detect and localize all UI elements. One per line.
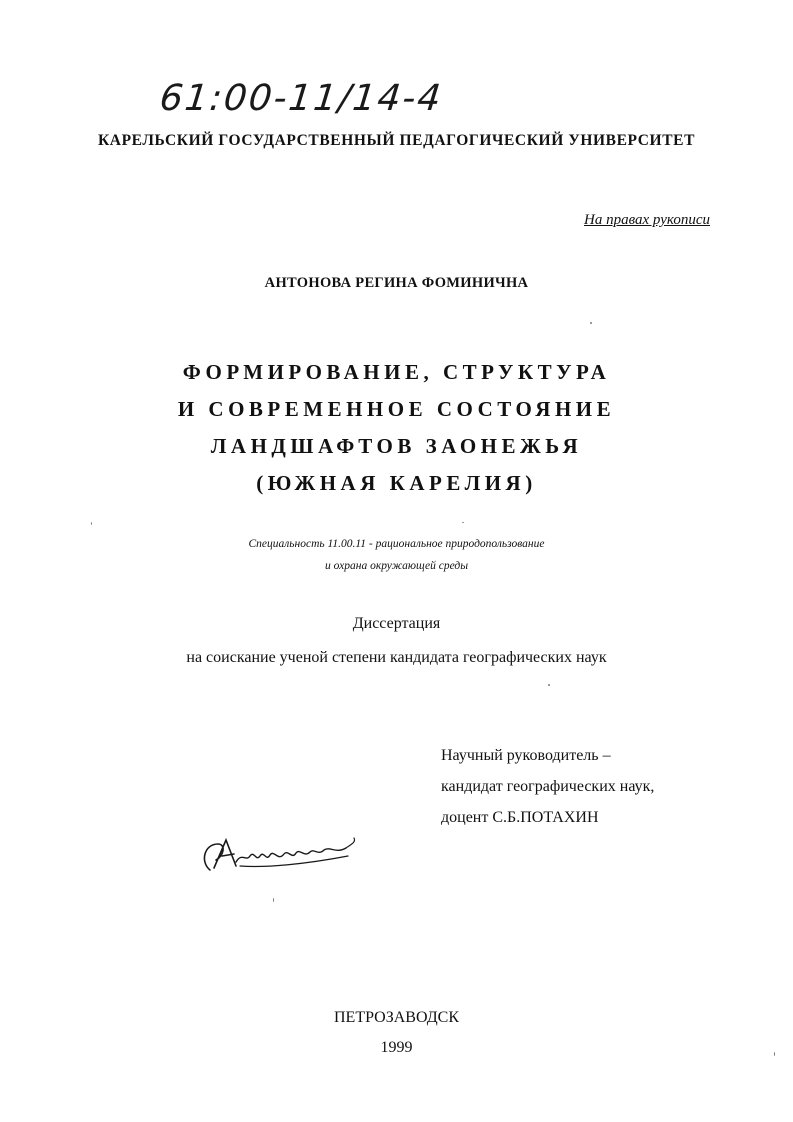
manuscript-rights-note: На правах рукописи	[584, 212, 710, 228]
scan-speck	[462, 522, 464, 523]
city: ПЕТРОЗАВОДСК	[333, 1009, 459, 1026]
scan-speck	[273, 898, 274, 902]
scan-speck	[590, 322, 592, 324]
supervisor-line-1: Научный руководитель –	[441, 747, 611, 764]
degree-sought: на соискание ученой степени кандидата географических наук	[186, 649, 607, 666]
title-line-3: ЛАНДШАФТОВ ЗАОНЕЖЬЯ	[210, 434, 583, 458]
specialty-line-2: и охрана окружающей среды	[324, 560, 468, 572]
university-name: КАРЕЛЬСКИЙ ГОСУДАРСТВЕННЫЙ ПЕДАГОГИЧЕСКИЙ УНИВЕРСИТЕТ	[97, 132, 696, 149]
supervisor-line-2: кандидат географических наук,	[441, 778, 655, 795]
author-signature	[196, 822, 366, 892]
title-line-4: (ЮЖНАЯ КАРЕЛИЯ)	[256, 471, 537, 495]
supervisor-line-3: доцент С.Б.ПОТАХИН	[441, 809, 599, 826]
scan-speck	[91, 522, 92, 525]
title-line-2: И СОВРЕМЕННОЕ СОСТОЯНИЕ	[177, 397, 616, 421]
work-type: Диссертация	[352, 615, 441, 632]
scan-speck	[548, 684, 550, 686]
title-line-1: ФОРМИРОВАНИЕ, СТРУКТУРА	[182, 360, 611, 384]
author-name: АНТОНОВА РЕГИНА ФОМИНИЧНА	[264, 275, 529, 291]
archive-code-handwritten: 61:00-11/14-4	[157, 78, 445, 119]
specialty-line-1: Специальность 11.00.11 - рациональное природопользование	[248, 538, 545, 550]
scan-speck	[774, 1052, 775, 1056]
year: 1999	[380, 1039, 413, 1056]
